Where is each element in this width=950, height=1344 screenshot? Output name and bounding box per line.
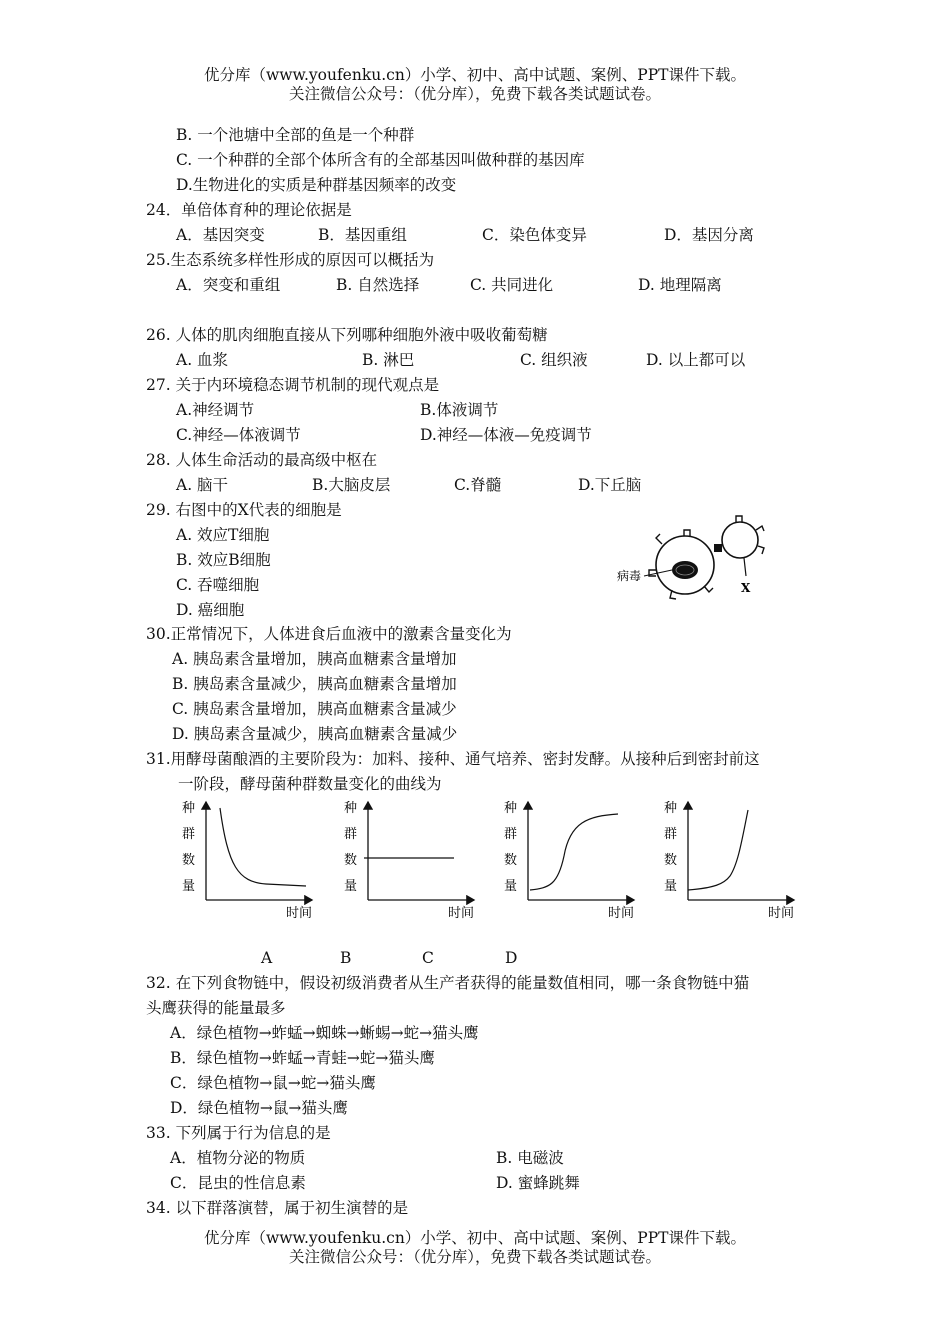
q32-stem-2: 头鹰获得的能量最多 xyxy=(146,999,286,1017)
q25-stem: 25.生态系统多样性形成的原因可以概括为 xyxy=(146,251,435,269)
q24-option-c: C．染色体变异 xyxy=(482,226,587,244)
x-label: X xyxy=(741,581,751,595)
q31-label-a: A xyxy=(261,949,273,967)
y-label-char: 群 xyxy=(182,827,196,842)
q30-stem: 30.正常情况下，人体进食后血液中的激素含量变化为 xyxy=(146,625,512,643)
y-label-char: 种 xyxy=(504,801,518,816)
q24-option-b: B．基因重组 xyxy=(318,226,407,244)
contact-receptor xyxy=(714,544,722,552)
y-label-char: 群 xyxy=(504,827,518,842)
q30-option-b: B. 胰岛素含量减少，胰高血糖素含量增加 xyxy=(172,675,457,693)
y-label-char: 量 xyxy=(182,879,196,894)
x-label: 时间 xyxy=(608,906,635,921)
q24-option-d: D．基因分离 xyxy=(664,226,754,244)
curve-d xyxy=(688,810,748,890)
y-label-char: 量 xyxy=(504,879,518,894)
q29-stem: 29. 右图中的X代表的细胞是 xyxy=(146,501,342,519)
q23-option-c: C. 一个种群的全部个体所含有的全部基因叫做种群的基因库 xyxy=(176,151,585,169)
graph-c xyxy=(504,801,634,921)
x-cell xyxy=(722,522,758,558)
population-graphs xyxy=(176,796,816,926)
q29-option-a: A. 效应T细胞 xyxy=(176,526,270,544)
q25-option-b: B. 自然选择 xyxy=(336,276,420,294)
y-label-char: 群 xyxy=(664,827,678,842)
q28-stem: 28. 人体生命活动的最高级中枢在 xyxy=(146,451,378,469)
q27-option-d: D.神经—体液—免疫调节 xyxy=(420,426,592,444)
q29-option-c: C. 吞噬细胞 xyxy=(176,576,260,594)
q27-option-c: C.神经—体液调节 xyxy=(176,426,301,444)
q31-label-b: B xyxy=(340,949,352,967)
q26-stem: 26. 人体的肌肉细胞直接从下列哪种细胞外液中吸收葡萄糖 xyxy=(146,326,548,344)
y-label-char: 种 xyxy=(182,801,196,816)
q31-stem-1: 31.用酵母菌酿酒的主要阶段为：加料、接种、通气培养、密封发酵。从接种后到密封前这 xyxy=(146,750,760,768)
y-label-char: 种 xyxy=(664,801,678,816)
graph-b xyxy=(344,801,474,921)
y-label-char: 数 xyxy=(504,853,518,868)
curve-a xyxy=(220,808,306,886)
q26-option-b: B. 淋巴 xyxy=(362,351,415,369)
q31-label-d: D xyxy=(505,949,518,967)
cell-diagram xyxy=(610,510,780,610)
q25-option-a: A．突变和重组 xyxy=(176,276,281,294)
y-label-char: 量 xyxy=(344,879,358,894)
q26-option-c: C. 组织液 xyxy=(520,351,588,369)
graph-d xyxy=(664,801,794,921)
graph-a xyxy=(182,801,312,921)
virus-label: 病毒 xyxy=(617,569,642,583)
x-label: 时间 xyxy=(768,906,795,921)
y-label-char: 群 xyxy=(344,827,358,842)
q25-option-c: C. 共同进化 xyxy=(470,276,554,294)
header-line-2: 关注微信公众号：（优分库），免费下载各类试题试卷。 xyxy=(288,85,661,103)
q30-option-d: D. 胰岛素含量减少，胰高血糖素含量减少 xyxy=(172,725,458,743)
q30-option-c: C. 胰岛素含量增加，胰高血糖素含量减少 xyxy=(172,700,457,718)
curve-c xyxy=(530,814,618,890)
q25-option-d: D. 地理隔离 xyxy=(638,276,722,294)
q32-stem-1: 32. 在下列食物链中，假设初级消费者从生产者获得的能量数值相同，哪一条食物链中猫 xyxy=(146,974,750,992)
q23-option-d: D.生物进化的实质是种群基因频率的改变 xyxy=(176,176,457,194)
q32-option-d: D．绿色植物→鼠→猫头鹰 xyxy=(170,1099,348,1117)
q33-option-b: B. 电磁波 xyxy=(496,1149,564,1167)
footer-line-1: 优分库（www.youfenku.cn）小学、初中、高中试题、案例、PPT课件下载。 xyxy=(203,1229,747,1247)
q31-stem-2: 一阶段，酵母菌种群数量变化的曲线为 xyxy=(178,775,442,793)
x-label: 时间 xyxy=(448,906,475,921)
y-label-char: 量 xyxy=(664,879,678,894)
q29-option-d: D. 癌细胞 xyxy=(176,601,245,619)
q28-option-b: B.大脑皮层 xyxy=(312,476,391,494)
q24-option-a: A．基因突变 xyxy=(176,226,265,244)
q23-option-b: B. 一个池塘中全部的鱼是一个种群 xyxy=(176,126,415,144)
q33-option-d: D. 蜜蜂跳舞 xyxy=(496,1174,580,1192)
y-label-char: 种 xyxy=(344,801,358,816)
q27-stem: 27. 关于内环境稳态调节机制的现代观点是 xyxy=(146,376,440,394)
y-label-char: 数 xyxy=(344,853,358,868)
q26-option-a: A. 血浆 xyxy=(176,351,229,369)
q27-option-b: B.体液调节 xyxy=(420,401,499,419)
q33-option-a: A．植物分泌的物质 xyxy=(170,1149,306,1167)
q28-option-a: A. 脑干 xyxy=(176,476,229,494)
y-label-char: 数 xyxy=(182,853,196,868)
q28-option-c: C.脊髓 xyxy=(454,476,502,494)
q30-option-a: A. 胰岛素含量增加，胰高血糖素含量增加 xyxy=(172,650,457,668)
q26-option-d: D. 以上都可以 xyxy=(646,351,746,369)
q32-option-a: A．绿色植物→蚱蜢→蜘蛛→蜥蜴→蛇→猫头鹰 xyxy=(170,1024,479,1042)
x-label: 时间 xyxy=(286,906,313,921)
q33-stem: 33. 下列属于行为信息的是 xyxy=(146,1124,331,1142)
q34-stem: 34. 以下群落演替，属于初生演替的是 xyxy=(146,1199,409,1217)
q27-option-a: A.神经调节 xyxy=(176,401,255,419)
header-line-1: 优分库（www.youfenku.cn）小学、初中、高中试题、案例、PPT课件下载。 xyxy=(203,66,747,84)
q29-option-b: B. 效应B细胞 xyxy=(176,551,271,569)
q31-label-c: C xyxy=(422,949,434,967)
q33-option-c: C．昆虫的性信息素 xyxy=(170,1174,306,1192)
footer-line-2: 关注微信公众号：（优分库），免费下载各类试题试卷。 xyxy=(288,1248,661,1266)
q28-option-d: D.下丘脑 xyxy=(578,476,642,494)
q32-option-b: B．绿色植物→蚱蜢→青蛙→蛇→猫头鹰 xyxy=(170,1049,435,1067)
q32-option-c: C．绿色植物→鼠→蛇→猫头鹰 xyxy=(170,1074,376,1092)
q24-stem: 24．单倍体育种的理论依据是 xyxy=(146,201,352,219)
y-label-char: 数 xyxy=(664,853,678,868)
